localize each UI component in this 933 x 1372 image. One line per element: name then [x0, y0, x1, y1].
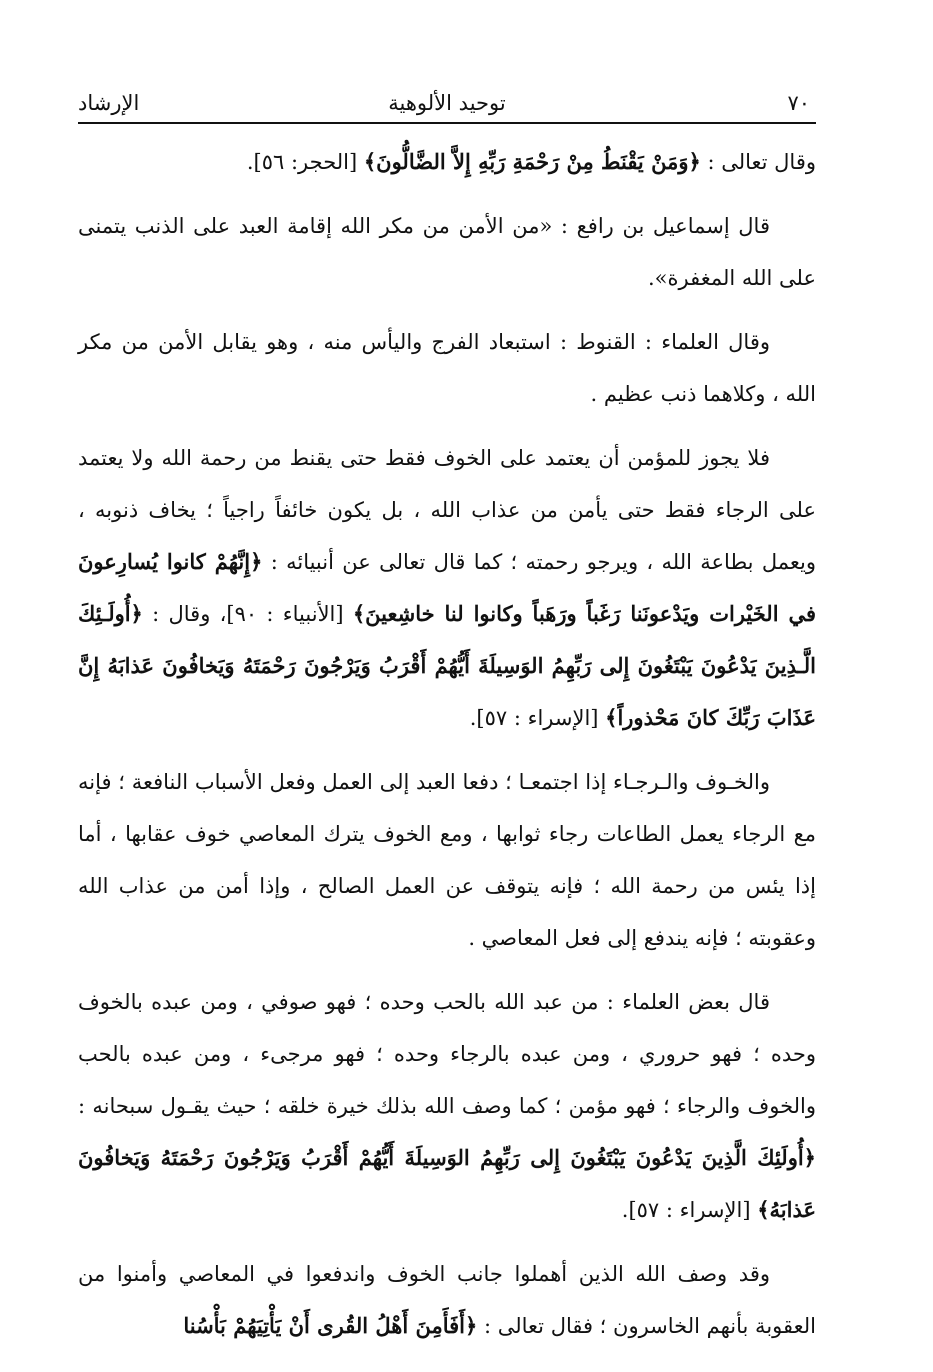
book-title: الإرشاد	[78, 91, 140, 115]
text-run: قال إسماعيل بن رافع : «من الأمن من مكر الله إقامة العبد على الذنب يتمنى على الله المغفرة».	[78, 214, 816, 290]
running-header	[78, 84, 816, 124]
quran-verse: ﴿وَمَنْ يَقْنَطُ مِنْ رَحْمَةِ رَبِّهِ إِلاَّ الضَّالُّونَ﴾	[363, 149, 701, 174]
page-number: ٧٠	[787, 91, 810, 115]
paragraph	[78, 756, 816, 964]
text-run: وقد وصف الله الذين أهملوا جانب الخوف واندفعوا في المعاصي وأمنوا من العقوبة بأنهم الخاسرون ؛ فقال تعالى :	[78, 1262, 816, 1338]
book-page	[78, 84, 817, 1338]
quran-verse: ﴿إِنَّهُمْ كانوا يُسارِعونَ في الخَيْرات ويَدْعونَنا رَغَباً ورَهَباً وكانوا لنا خاشِعينَ﴾	[78, 549, 816, 626]
paragraph	[78, 316, 816, 420]
text-run: فلا يجوز للمؤمن أن يعتمد على الخوف فقط حتى يقنط من رحمة الله ولا يعتمد على الرجاء فقط حتى يأمن من عذاب الله ، بل يكون خائفاً راجياً ؛ يخاف ذنوبه ، ويعمل بطاعة الله ، ويرجو رحمته ؛ كما قال تعالى عن أنبيائه :	[78, 446, 817, 574]
paragraph	[78, 432, 816, 744]
verse-reference: [الإسراء : ٥٧].	[621, 1198, 758, 1222]
page-body	[78, 124, 816, 1352]
verse-reference: [الأنبياء : ٩٠]، وقال :	[142, 602, 353, 626]
paragraph	[78, 1248, 816, 1352]
quran-verse: ﴿أُولَـئِكَ الَّـذِينَ يَدْعُونَ يَبْتَغُونَ إِلى رَبِّهِمُ الوَسِيلَةَ أَيُّهُمْ أَقْرَبُ وَيَرْجُونَ رَحْمَتَهُ وَيَخافُونَ عَذابَهُ إِنَّ عَذَابَ رَبِّكَ كانَ مَحْذوراً﴾	[78, 601, 816, 730]
verse-reference: [الإسراء : ٥٧].	[469, 706, 606, 730]
text-run: قال بعض العلماء : من عبد الله بالحب وحده ؛ فهو صوفي ، ومن عبده بالخوف وحده ؛ فهو حروري ، ومن عبده بالرجاء وحده ؛ فهو مرجىء ، ومن عبده بالحب والخوف والرجاء ؛ فهو مؤمن ؛ كما وصف الله بذلك خيرة خلقه ؛ حيث يقـول سبحانه :	[78, 990, 816, 1118]
verse-reference: [الحجر: ٥٦].	[246, 150, 364, 174]
paragraph	[78, 136, 816, 188]
chapter-title: توحيد الألوهية	[388, 91, 506, 115]
paragraph	[78, 976, 816, 1236]
text-run: وقال تعالى :	[700, 150, 816, 174]
text-run: وقال العلماء : القنوط : استبعاد الفرج واليأس منه ، وهو يقابل الأمن من مكر الله ، وكلاهما ذنب عظيم .	[78, 330, 816, 406]
quran-verse: ﴿أَفَأَمِنَ أَهْلُ القُرى أَنْ يَأْتِيَهُمْ بَأْسُنا	[183, 1313, 478, 1338]
quran-verse: ﴿أُولَئِكَ الَّذِينَ يَدْعُونَ يَبْتَغُونَ إِلى رَبِّهِمُ الوَسِيلَةَ أَيُّهُمْ أَقْرَبُ وَيَرْجُونَ رَحْمَتَهُ وَيَخافُونَ عَذابَهُ﴾	[78, 1145, 816, 1222]
text-run: والخـوف والـرجـاء إذا اجتمعـا ؛ دفعا العبد إلى العمل وفعل الأسباب النافعة ؛ فإنه مع الرجاء يعمل الطاعات رجاء ثوابها ، ومع الخوف يترك المعاصي خوف عقابها ، أما إذا يئس من رحمة الله ؛ فإنه يتوقف عن العمل الصالح ، وإذا أمن من عذاب الله وعقوبته ؛ فإنه يندفع إلى فعل المعاصي .	[78, 770, 816, 950]
paragraph	[78, 200, 816, 304]
